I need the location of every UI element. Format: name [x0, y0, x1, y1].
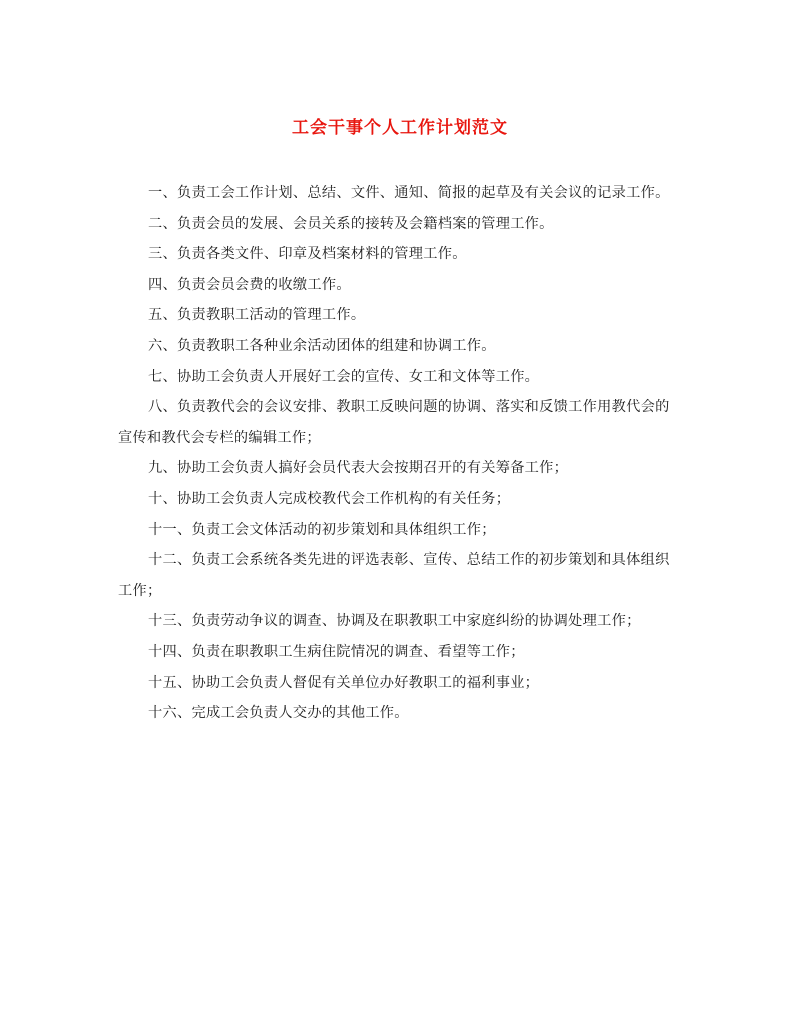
paragraph: 八、负责教代会的会议安排、教职工反映问题的协调、落实和反馈工作用教代会的宣传和教代会专栏的编辑工作；: [118, 399, 670, 446]
paragraph: 十六、完成工会负责人交办的其他工作。: [148, 705, 409, 722]
paragraph: 十、协助工会负责人完成校教代会工作机构的有关任务；: [148, 490, 511, 507]
document-body: [118, 178, 684, 729]
paragraph: 五、负责教职工活动的管理工作。: [148, 307, 366, 324]
paragraph: 十五、协助工会负责人督促有关单位办好教职工的福利事业；: [148, 674, 540, 691]
paragraph: 四、负责会员会费的收缴工作。: [148, 276, 351, 293]
paragraph: 十一、负责工会文体活动的初步策划和具体组织工作；: [148, 521, 496, 538]
paragraph: 十二、负责工会系统各类先进的评选表彰、宣传、总结工作的初步策划和具体组织工作；: [118, 552, 670, 599]
paragraph: 七、协助工会负责人开展好工会的宣传、女工和文体等工作。: [148, 368, 540, 385]
paragraph: 一、负责工会工作计划、总结、文件、通知、简报的起草及有关会议的记录工作。: [148, 185, 670, 201]
paragraph: 九、协助工会负责人搞好会员代表大会按期召开的有关筹备工作；: [148, 460, 569, 477]
document-title: 工会干事个人工作计划范文: [292, 118, 508, 138]
paragraph: 十四、负责在职教职工生病住院情况的调查、看望等工作；: [148, 643, 525, 660]
paragraph: 二、负责会员的发展、会员关系的接转及会籍档案的管理工作。: [148, 215, 554, 232]
paragraph: 十三、负责劳动争议的调查、协调及在职教职工中家庭纠纷的协调处理工作；: [148, 613, 641, 630]
paragraph: 三、负责各类文件、印章及档案材料的管理工作。: [148, 246, 467, 263]
paragraph: 六、负责教职工各种业余活动团体的组建和协调工作。: [148, 337, 496, 354]
